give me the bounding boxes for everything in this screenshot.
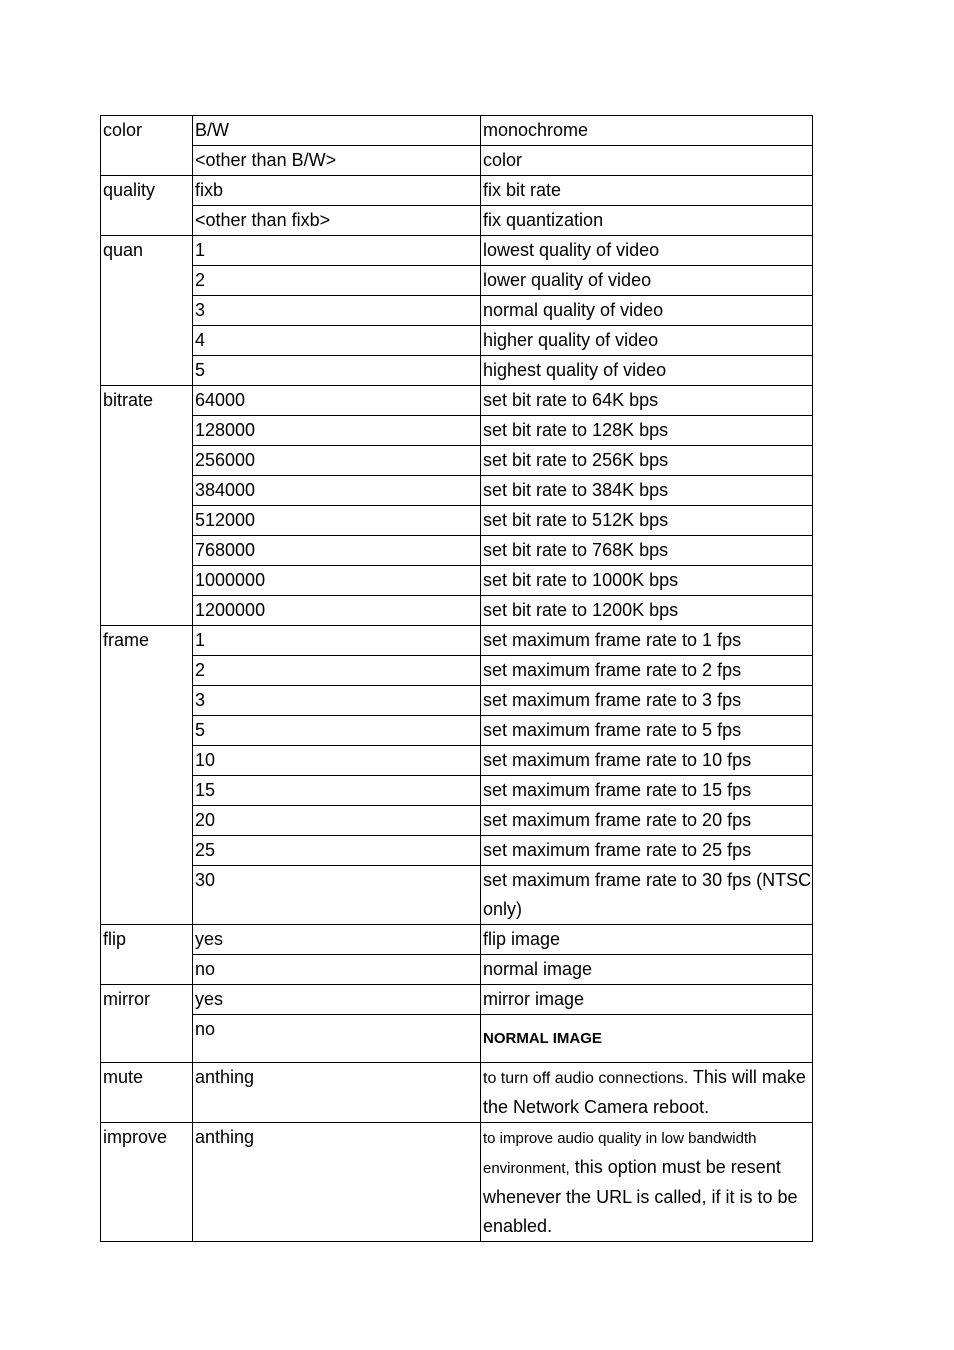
- param-value-cell: fixb: [193, 176, 481, 206]
- param-desc-cell: lowest quality of video: [481, 236, 813, 266]
- param-desc-cell: color: [481, 146, 813, 176]
- param-desc-cell: [481, 1015, 813, 1063]
- table-row: [101, 446, 813, 476]
- param-desc-cell: normal quality of video: [481, 296, 813, 326]
- param-value-cell: yes: [193, 985, 481, 1015]
- table-row: [101, 925, 813, 955]
- param-desc-cell: set bit rate to 128K bps: [481, 416, 813, 446]
- table-row: [101, 836, 813, 866]
- param-desc-cell: set maximum frame rate to 1 fps: [481, 626, 813, 656]
- param-name-cell: bitrate: [101, 386, 193, 626]
- param-name-cell: color: [101, 116, 193, 176]
- table-row: [101, 416, 813, 446]
- param-name-cell: improve: [101, 1123, 193, 1242]
- param-value-cell: anthing: [193, 1063, 481, 1123]
- table-row: [101, 1123, 813, 1242]
- param-value-cell: 10: [193, 746, 481, 776]
- table-row: [101, 386, 813, 416]
- param-value-cell: yes: [193, 925, 481, 955]
- param-desc-cell: fix quantization: [481, 206, 813, 236]
- param-value-cell: 5: [193, 356, 481, 386]
- table-row: [101, 686, 813, 716]
- table-row: [101, 985, 813, 1015]
- param-desc-cell: mirror image: [481, 985, 813, 1015]
- param-desc-cell: set bit rate to 1200K bps: [481, 596, 813, 626]
- param-desc-cell: flip image: [481, 925, 813, 955]
- param-desc-cell: set maximum frame rate to 2 fps: [481, 656, 813, 686]
- param-value-cell: <other than fixb>: [193, 206, 481, 236]
- param-name-cell: mute: [101, 1063, 193, 1123]
- param-desc-cell: highest quality of video: [481, 356, 813, 386]
- param-value-cell: 256000: [193, 446, 481, 476]
- param-desc-cell: set bit rate to 256K bps: [481, 446, 813, 476]
- param-value-cell: 1200000: [193, 596, 481, 626]
- param-desc-cell: normal image: [481, 955, 813, 985]
- param-name-cell: quan: [101, 236, 193, 386]
- param-name-cell: mirror: [101, 985, 193, 1063]
- table-row: [101, 266, 813, 296]
- table-row: [101, 146, 813, 176]
- param-name-cell: quality: [101, 176, 193, 236]
- param-desc-cell: set bit rate to 64K bps: [481, 386, 813, 416]
- param-value-cell: 4: [193, 326, 481, 356]
- table-row: [101, 566, 813, 596]
- param-value-cell: 15: [193, 776, 481, 806]
- param-value-cell: 384000: [193, 476, 481, 506]
- table-row: [101, 236, 813, 266]
- param-desc-text: NORMAL IMAGE: [483, 1030, 602, 1047]
- table-row: [101, 866, 813, 925]
- param-desc-cell: set bit rate to 512K bps: [481, 506, 813, 536]
- param-value-cell: 30: [193, 866, 481, 925]
- table-row: [101, 296, 813, 326]
- param-value-cell: 1000000: [193, 566, 481, 596]
- param-desc-cell: fix bit rate: [481, 176, 813, 206]
- param-value-cell: 128000: [193, 416, 481, 446]
- table-row: [101, 716, 813, 746]
- param-value-cell: 1: [193, 626, 481, 656]
- param-desc-text: this option must be resent whenever the URL is called, if it is to be enabled.: [483, 1157, 798, 1236]
- param-desc-cell: lower quality of video: [481, 266, 813, 296]
- table-row: [101, 326, 813, 356]
- param-value-cell: 2: [193, 266, 481, 296]
- param-desc-text-small: to improve audio quality in low bandwidth environment,: [483, 1130, 757, 1177]
- table-row: [101, 356, 813, 386]
- table-row: [101, 206, 813, 236]
- table-row: [101, 176, 813, 206]
- table-row: [101, 806, 813, 836]
- table-row: [101, 746, 813, 776]
- param-desc-cell: set bit rate to 1000K bps: [481, 566, 813, 596]
- param-value-cell: 3: [193, 296, 481, 326]
- param-value-cell: 2: [193, 656, 481, 686]
- table-row: [101, 116, 813, 146]
- param-value-cell: 64000: [193, 386, 481, 416]
- param-desc-cell: set maximum frame rate to 25 fps: [481, 836, 813, 866]
- param-desc-cell: set maximum frame rate to 10 fps: [481, 746, 813, 776]
- param-value-cell: B/W: [193, 116, 481, 146]
- param-value-cell: 3: [193, 686, 481, 716]
- param-desc-cell: monochrome: [481, 116, 813, 146]
- param-desc-cell: [481, 1123, 813, 1242]
- param-value-cell: anthing: [193, 1123, 481, 1242]
- param-name-cell: flip: [101, 925, 193, 985]
- param-value-cell: 5: [193, 716, 481, 746]
- param-value-cell: no: [193, 955, 481, 985]
- param-desc-text-small: to turn off audio connections.: [483, 1070, 689, 1087]
- table-row: [101, 776, 813, 806]
- param-name-cell: frame: [101, 626, 193, 925]
- param-desc-cell: set maximum frame rate to 5 fps: [481, 716, 813, 746]
- table-row: [101, 626, 813, 656]
- param-value-cell: no: [193, 1015, 481, 1063]
- page: [100, 115, 813, 1242]
- param-desc-cell: set maximum frame rate to 30 fps (NTSC only): [481, 866, 813, 925]
- param-value-cell: 25: [193, 836, 481, 866]
- table-row: [101, 955, 813, 985]
- table-row: [101, 1063, 813, 1123]
- param-value-cell: 1: [193, 236, 481, 266]
- param-desc-text: This will make the Network Camera reboot.: [483, 1067, 806, 1117]
- parameter-table: [100, 115, 813, 1242]
- param-desc-cell: set bit rate to 384K bps: [481, 476, 813, 506]
- param-value-cell: <other than B/W>: [193, 146, 481, 176]
- table-row: [101, 1015, 813, 1063]
- param-value-cell: 768000: [193, 536, 481, 566]
- param-value-cell: 512000: [193, 506, 481, 536]
- param-desc-cell: set maximum frame rate to 15 fps: [481, 776, 813, 806]
- param-desc-cell: set maximum frame rate to 3 fps: [481, 686, 813, 716]
- param-desc-cell: set maximum frame rate to 20 fps: [481, 806, 813, 836]
- table-row: [101, 656, 813, 686]
- param-desc-cell: set bit rate to 768K bps: [481, 536, 813, 566]
- table-row: [101, 506, 813, 536]
- table-row: [101, 596, 813, 626]
- table-row: [101, 476, 813, 506]
- table-row: [101, 536, 813, 566]
- param-value-cell: 20: [193, 806, 481, 836]
- param-desc-cell: [481, 1063, 813, 1123]
- param-desc-cell: higher quality of video: [481, 326, 813, 356]
